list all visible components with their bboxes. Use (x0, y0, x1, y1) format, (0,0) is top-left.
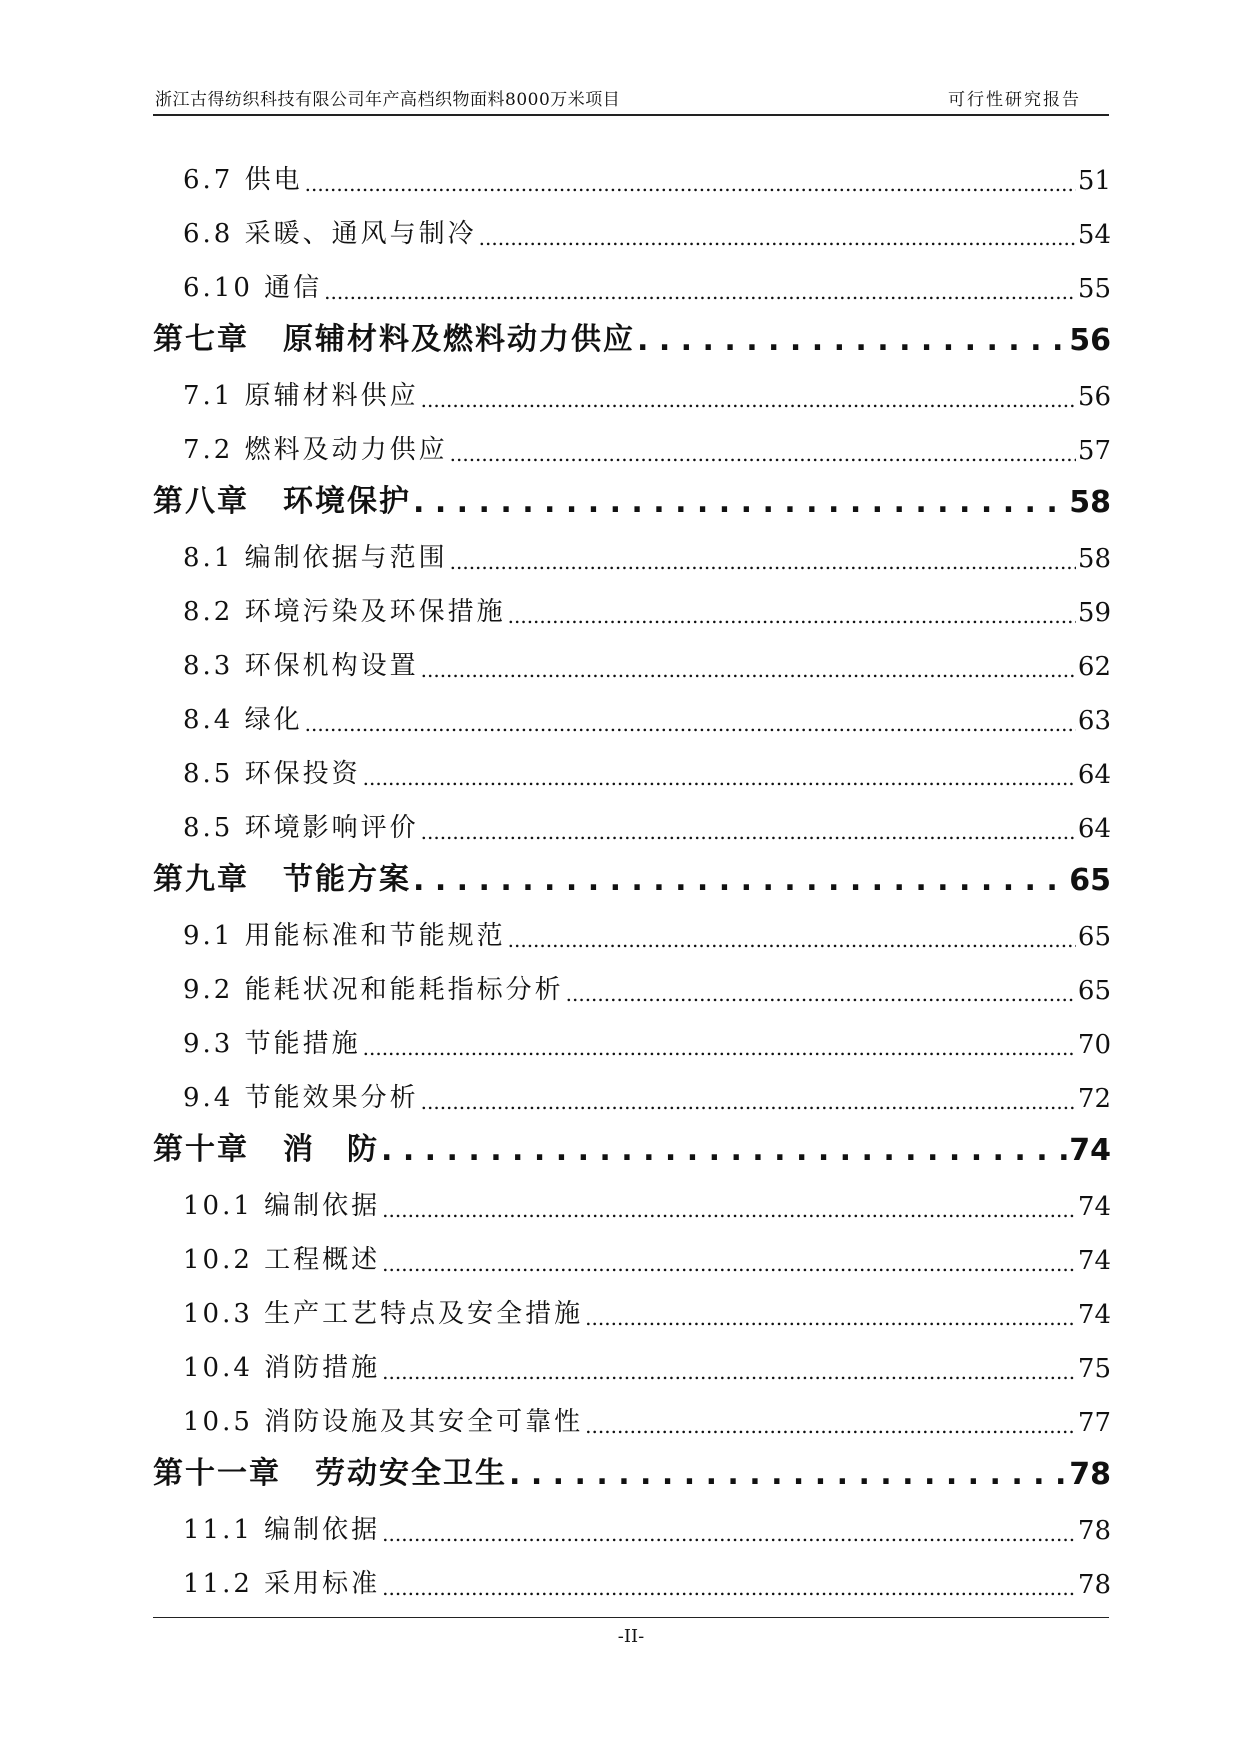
toc-chapter-name: 节能方案 (283, 862, 411, 897)
toc-dot-leader (324, 280, 1076, 304)
toc-chapter-entry[interactable] (153, 474, 1111, 528)
page-footer (153, 1617, 1109, 1647)
toc-page-number: 72 (1077, 1084, 1111, 1114)
toc-section-entry[interactable] (153, 1338, 1111, 1392)
toc-page-number: 77 (1077, 1408, 1111, 1438)
toc-chapter-name: 消 防 (283, 1132, 379, 1167)
toc-section-title: 10.5 消防设施及其安全可靠性 (183, 1407, 584, 1437)
toc-section-entry[interactable] (153, 1176, 1111, 1230)
toc-section-entry[interactable] (153, 906, 1111, 960)
toc-section-entry[interactable] (153, 582, 1111, 636)
toc-section-entry[interactable] (153, 420, 1111, 474)
toc-page-number: 70 (1077, 1030, 1111, 1060)
toc-dot-leader (585, 1414, 1076, 1438)
toc-section-entry[interactable] (153, 1014, 1111, 1068)
toc-page-number: 74 (1069, 1133, 1111, 1168)
toc-dot-leader (382, 1198, 1076, 1222)
toc-dot-leader (421, 388, 1076, 412)
toc-section-entry[interactable] (153, 636, 1111, 690)
toc-dot-leader (305, 172, 1076, 196)
table-of-contents (153, 150, 1111, 1608)
toc-section-title: 6.8 采暖、通风与制冷 (183, 219, 477, 249)
toc-section-entry[interactable] (153, 1230, 1111, 1284)
toc-chapter-title (153, 1448, 507, 1492)
toc-section-title: 6.10 通信 (183, 273, 323, 303)
toc-chapter-name: 劳动安全卫生 (315, 1456, 507, 1491)
header-report-type: 可行性研究报告 (948, 90, 1081, 110)
toc-section-title: 8.1 编制依据与范围 (183, 543, 448, 573)
toc-page-number: 78 (1077, 1516, 1111, 1546)
toc-section-title: 9.2 能耗状况和能耗指标分析 (183, 975, 564, 1005)
toc-section-entry[interactable] (153, 690, 1111, 744)
toc-dot-leader (413, 863, 1067, 898)
page-number: -II- (617, 1626, 645, 1647)
toc-section-entry[interactable] (153, 150, 1111, 204)
toc-dot-leader (382, 1252, 1076, 1276)
toc-section-entry[interactable] (153, 1554, 1111, 1608)
toc-dot-leader (508, 604, 1076, 628)
toc-chapter-title (153, 314, 635, 358)
toc-chapter-number: 第十一章 (153, 1456, 281, 1491)
toc-section-title: 10.1 编制依据 (183, 1191, 381, 1221)
toc-dot-leader (421, 658, 1076, 682)
toc-section-title: 10.4 消防措施 (183, 1353, 381, 1383)
toc-section-entry[interactable] (153, 1500, 1111, 1554)
toc-dot-leader (413, 485, 1067, 520)
toc-page-number: 58 (1077, 544, 1111, 574)
toc-section-entry[interactable] (153, 798, 1111, 852)
toc-chapter-number: 第八章 (153, 484, 249, 519)
toc-section-title: 8.5 环境影响评价 (183, 813, 419, 843)
toc-chapter-number: 第九章 (153, 862, 249, 897)
toc-dot-leader (450, 550, 1076, 574)
toc-section-entry[interactable] (153, 744, 1111, 798)
toc-page-number: 74 (1077, 1246, 1111, 1276)
toc-page-number: 54 (1077, 220, 1111, 250)
toc-chapter-entry[interactable] (153, 312, 1111, 366)
toc-dot-leader (637, 323, 1067, 358)
toc-page-number: 55 (1077, 274, 1111, 304)
toc-page-number: 51 (1077, 166, 1111, 196)
toc-section-title: 7.2 燃料及动力供应 (183, 435, 448, 465)
toc-dot-leader (508, 928, 1076, 952)
toc-section-entry[interactable] (153, 1392, 1111, 1446)
toc-chapter-number: 第十章 (153, 1132, 249, 1167)
toc-chapter-number: 第七章 (153, 322, 249, 357)
toc-section-title: 6.7 供电 (183, 165, 303, 195)
header-project-title: 浙江古得纺织科技有限公司年产高档织物面料8000万米项目 (155, 90, 621, 110)
toc-dot-leader (585, 1306, 1076, 1330)
toc-section-title: 9.4 节能效果分析 (183, 1083, 419, 1113)
toc-chapter-entry[interactable] (153, 1122, 1111, 1176)
toc-chapter-entry[interactable] (153, 852, 1111, 906)
toc-page-number: 62 (1077, 652, 1111, 682)
toc-chapter-name: 原辅材料及燃料动力供应 (283, 322, 635, 357)
toc-section-title: 8.4 绿化 (183, 705, 303, 735)
toc-section-title: 11.1 编制依据 (183, 1515, 381, 1545)
toc-section-title: 8.5 环保投资 (183, 759, 361, 789)
toc-dot-leader (509, 1457, 1067, 1492)
toc-page-number: 58 (1069, 485, 1111, 520)
toc-dot-leader (421, 820, 1076, 844)
toc-chapter-entry[interactable] (153, 1446, 1111, 1500)
toc-chapter-title (153, 1124, 379, 1168)
toc-section-entry[interactable] (153, 366, 1111, 420)
toc-dot-leader (363, 1036, 1076, 1060)
toc-page-number: 78 (1069, 1457, 1111, 1492)
toc-dot-leader (450, 442, 1076, 466)
toc-section-entry[interactable] (153, 1068, 1111, 1122)
toc-section-entry[interactable] (153, 258, 1111, 312)
toc-page-number: 63 (1077, 706, 1111, 736)
toc-page-number: 74 (1077, 1192, 1111, 1222)
toc-dot-leader (566, 982, 1076, 1006)
toc-page-number: 75 (1077, 1354, 1111, 1384)
toc-chapter-name: 环境保护 (283, 484, 411, 519)
toc-section-entry[interactable] (153, 528, 1111, 582)
toc-dot-leader (382, 1522, 1076, 1546)
toc-page-number: 56 (1077, 382, 1111, 412)
toc-section-title: 10.2 工程概述 (183, 1245, 381, 1275)
toc-section-title: 9.1 用能标准和节能规范 (183, 921, 506, 951)
toc-section-entry[interactable] (153, 960, 1111, 1014)
toc-section-title: 11.2 采用标准 (183, 1569, 381, 1599)
toc-section-title: 10.3 生产工艺特点及安全措施 (183, 1299, 584, 1329)
toc-dot-leader (382, 1360, 1076, 1384)
toc-section-title: 8.3 环保机构设置 (183, 651, 419, 681)
toc-dot-leader (381, 1133, 1067, 1168)
toc-section-title: 7.1 原辅材料供应 (183, 381, 419, 411)
toc-section-entry[interactable] (153, 204, 1111, 258)
toc-page-number: 65 (1077, 976, 1111, 1006)
toc-dot-leader (363, 766, 1076, 790)
toc-dot-leader (479, 226, 1076, 250)
toc-section-title: 9.3 节能措施 (183, 1029, 361, 1059)
toc-dot-leader (305, 712, 1076, 736)
toc-dot-leader (421, 1090, 1076, 1114)
toc-chapter-title (153, 854, 411, 898)
toc-page-number: 78 (1077, 1570, 1111, 1600)
toc-chapter-title (153, 476, 411, 520)
toc-page-number: 64 (1077, 760, 1111, 790)
toc-page-number: 65 (1069, 863, 1111, 898)
toc-section-title: 8.2 环境污染及环保措施 (183, 597, 506, 627)
toc-page-number: 57 (1077, 436, 1111, 466)
toc-page-number: 59 (1077, 598, 1111, 628)
toc-dot-leader (382, 1576, 1076, 1600)
toc-page-number: 65 (1077, 922, 1111, 952)
toc-section-entry[interactable] (153, 1284, 1111, 1338)
page-header (153, 86, 1109, 116)
toc-page-number: 64 (1077, 814, 1111, 844)
toc-page-number: 74 (1077, 1300, 1111, 1330)
toc-page-number: 56 (1069, 323, 1111, 358)
